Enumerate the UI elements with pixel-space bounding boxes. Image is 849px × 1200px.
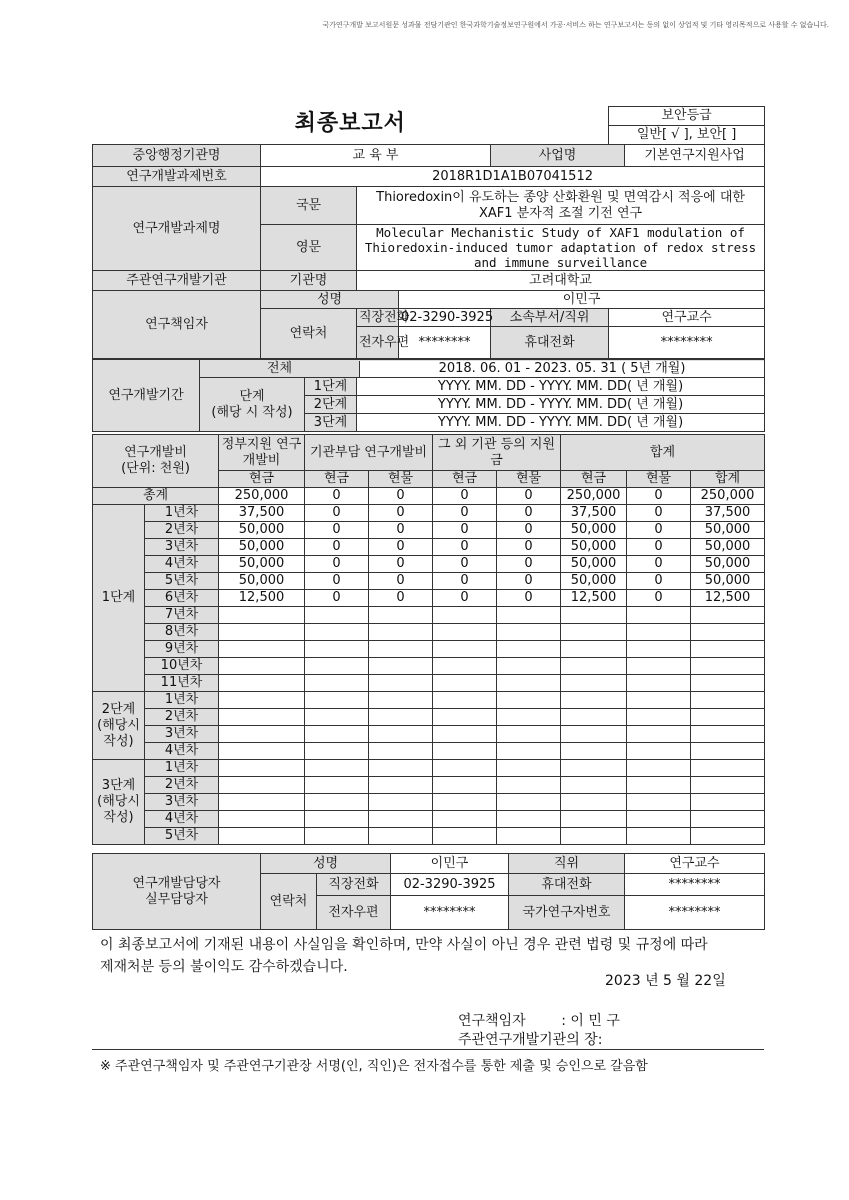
staff-phone-label: 직장전화 — [317, 874, 391, 896]
budget-cell — [305, 828, 369, 845]
budget-cell — [219, 828, 305, 845]
budget-cell — [219, 692, 305, 709]
col-other-cash: 현금 — [433, 471, 497, 488]
budget-cell — [627, 675, 691, 692]
institution-name-label: 기관명 — [261, 271, 357, 291]
col-sum-inkind: 현물 — [627, 471, 691, 488]
report-date: 2023 년 5 월 22일 — [605, 973, 726, 989]
budget-cell: 50,000 — [219, 522, 305, 539]
period-label: 연구개발기간 — [93, 360, 200, 432]
period-total-label: 전체 — [200, 361, 360, 377]
staff-contact-label: 연락처 — [261, 874, 317, 930]
budget-cell — [219, 624, 305, 641]
budget-cell — [627, 607, 691, 624]
budget-cell — [691, 743, 765, 760]
budget-cell: 0 — [627, 556, 691, 573]
budget-cell — [219, 811, 305, 828]
budget-stage1-label: 1단계 — [93, 505, 145, 692]
budget-cell — [497, 743, 561, 760]
pi-phone-value: 02-3290-3925 — [399, 309, 491, 327]
budget-cell — [433, 658, 497, 675]
budget-year-label: 2년차 — [145, 709, 219, 726]
budget-cell: 0 — [497, 539, 561, 556]
budget-cell — [305, 692, 369, 709]
budget-cell — [561, 760, 627, 777]
budget-cell — [627, 709, 691, 726]
pi-phone-label: 직장전화 — [357, 309, 399, 327]
budget-cell — [561, 811, 627, 828]
budget-cell: 0 — [497, 505, 561, 522]
budget-cell — [433, 641, 497, 658]
budget-cell — [561, 777, 627, 794]
budget-cell — [219, 658, 305, 675]
budget-year-label: 8년차 — [145, 624, 219, 641]
budget-cell — [497, 658, 561, 675]
budget-cell — [561, 743, 627, 760]
budget-cell: 37,500 — [219, 505, 305, 522]
budget-cell — [561, 709, 627, 726]
budget-cell: 0 — [497, 590, 561, 607]
budget-cell: 0 — [627, 505, 691, 522]
budget-cell — [219, 794, 305, 811]
budget-cell — [497, 726, 561, 743]
budget-total-cell: 0 — [433, 488, 497, 505]
budget-cell — [691, 794, 765, 811]
security-value: 일반[ √ ], 보안[ ] — [609, 126, 765, 145]
budget-cell — [219, 726, 305, 743]
budget-cell: 0 — [433, 556, 497, 573]
budget-year-label: 2년차 — [145, 777, 219, 794]
staff-researcher-no-value: ******** — [625, 896, 765, 930]
budget-cell: 0 — [305, 590, 369, 607]
staff-phone-value: 02-3290-3925 — [391, 874, 509, 896]
period-stage1-label: 1단계 — [305, 378, 357, 396]
period-stage1-value: YYYY. MM. DD - YYYY. MM. DD( 년 개월) — [357, 378, 765, 396]
pi-dept-value: 연구교수 — [609, 309, 765, 327]
budget-cell: 0 — [305, 573, 369, 590]
budget-cell — [219, 675, 305, 692]
budget-cell: 50,000 — [219, 539, 305, 556]
signature-institution: 주관연구개발기관의 장: — [458, 1032, 603, 1048]
budget-cell: 0 — [627, 590, 691, 607]
budget-cell — [561, 675, 627, 692]
budget-cell — [305, 760, 369, 777]
budget-cell: 0 — [369, 505, 433, 522]
budget-cell — [369, 726, 433, 743]
budget-cell — [219, 607, 305, 624]
budget-cell — [305, 624, 369, 641]
budget-cell — [305, 709, 369, 726]
budget-year-label: 2년차 — [145, 522, 219, 539]
budget-cell — [497, 641, 561, 658]
budget-cell — [433, 777, 497, 794]
budget-cell — [561, 828, 627, 845]
budget-cell — [219, 760, 305, 777]
budget-cell: 0 — [305, 522, 369, 539]
col-sum-cash: 현금 — [561, 471, 627, 488]
budget-sum-label: 합계 — [561, 435, 765, 471]
budget-cell — [627, 726, 691, 743]
budget-cell: 50,000 — [219, 573, 305, 590]
budget-cell — [369, 794, 433, 811]
staff-email-value: ******** — [391, 896, 509, 930]
budget-cell — [497, 607, 561, 624]
budget-table — [92, 434, 765, 845]
budget-cell: 0 — [627, 573, 691, 590]
budget-cell: 0 — [305, 556, 369, 573]
budget-cell: 50,000 — [561, 522, 627, 539]
budget-year-label: 1년차 — [145, 760, 219, 777]
pi-name-label: 성명 — [261, 291, 399, 309]
budget-inst-label: 기관부담 연구개발비 — [305, 435, 433, 471]
col-inst-inkind: 현물 — [369, 471, 433, 488]
budget-stage2-label: 2단계 (해당시 작성) — [93, 692, 145, 760]
budget-cell — [497, 760, 561, 777]
budget-cell — [497, 675, 561, 692]
budget-year-label: 6년차 — [145, 590, 219, 607]
budget-cell — [305, 675, 369, 692]
budget-cell: 0 — [369, 573, 433, 590]
budget-cell — [305, 658, 369, 675]
agency-value: 교 육 부 — [261, 145, 491, 167]
budget-cell: 0 — [627, 522, 691, 539]
budget-cell — [369, 641, 433, 658]
budget-cell — [691, 658, 765, 675]
budget-cell — [691, 641, 765, 658]
budget-year-label: 1년차 — [145, 692, 219, 709]
budget-cell — [691, 607, 765, 624]
budget-cell — [433, 692, 497, 709]
budget-cell: 50,000 — [691, 539, 765, 556]
budget-cell — [305, 777, 369, 794]
budget-cell — [433, 743, 497, 760]
budget-cell — [305, 641, 369, 658]
budget-cell — [497, 624, 561, 641]
signature-pi: 연구책임자 : 이 민 구 — [458, 1013, 620, 1029]
staff-pos-value: 연구교수 — [625, 854, 765, 874]
budget-total-cell: 0 — [497, 488, 561, 505]
budget-cell — [433, 828, 497, 845]
budget-cell — [691, 709, 765, 726]
budget-cell — [691, 811, 765, 828]
budget-cell: 0 — [369, 522, 433, 539]
budget-cell — [369, 607, 433, 624]
budget-total-label: 총계 — [93, 488, 219, 505]
budget-cell: 0 — [497, 556, 561, 573]
budget-cell: 50,000 — [561, 556, 627, 573]
staff-table — [92, 853, 765, 930]
budget-cell: 0 — [433, 590, 497, 607]
budget-cell — [433, 726, 497, 743]
col-inst-cash: 현금 — [305, 471, 369, 488]
budget-cell — [305, 811, 369, 828]
budget-cell: 0 — [305, 539, 369, 556]
budget-cell — [561, 726, 627, 743]
budget-cell — [561, 794, 627, 811]
budget-cell — [691, 692, 765, 709]
budget-cell — [497, 811, 561, 828]
col-sum-total: 합계 — [691, 471, 765, 488]
security-label: 보안등급 — [609, 107, 765, 126]
budget-cell — [219, 709, 305, 726]
budget-cell: 0 — [369, 590, 433, 607]
budget-cell — [497, 794, 561, 811]
project-name-en-label: 영문 — [261, 225, 357, 271]
budget-cell — [219, 641, 305, 658]
budget-cell: 50,000 — [561, 573, 627, 590]
pi-mobile-value: ******** — [609, 327, 765, 359]
budget-total-cell: 250,000 — [561, 488, 627, 505]
budget-cell: 0 — [433, 522, 497, 539]
budget-cell — [305, 794, 369, 811]
period-stage2-label: 2단계 — [305, 396, 357, 414]
budget-cell — [433, 675, 497, 692]
pi-dept-label: 소속부서/직위 — [491, 309, 609, 327]
footer-divider — [92, 1049, 764, 1050]
budget-other-label: 그 외 기관 등의 지원금 — [433, 435, 561, 471]
budget-cell — [497, 709, 561, 726]
budget-cell: 12,500 — [561, 590, 627, 607]
budget-cell — [561, 624, 627, 641]
budget-cell — [691, 624, 765, 641]
budget-year-label: 3년차 — [145, 539, 219, 556]
report-title: 최종보고서 — [294, 110, 406, 136]
budget-body — [93, 488, 765, 845]
budget-cell: 12,500 — [691, 590, 765, 607]
budget-cell — [627, 828, 691, 845]
budget-cell — [497, 828, 561, 845]
budget-cell: 0 — [497, 573, 561, 590]
budget-cell — [369, 624, 433, 641]
budget-cell — [627, 794, 691, 811]
staff-pos-label: 직위 — [509, 854, 625, 874]
program-label: 사업명 — [491, 145, 625, 167]
budget-cell — [305, 607, 369, 624]
period-stage-label-cell — [200, 378, 305, 432]
budget-cell — [561, 607, 627, 624]
budget-cell: 50,000 — [561, 539, 627, 556]
budget-cell: 0 — [369, 539, 433, 556]
budget-year-label: 3년차 — [145, 794, 219, 811]
budget-cell — [561, 641, 627, 658]
period-stage-note: (해당 시 작성) — [211, 404, 293, 420]
budget-year-label: 1년차 — [145, 505, 219, 522]
budget-cell: 50,000 — [691, 573, 765, 590]
budget-cell — [497, 692, 561, 709]
program-value: 기본연구지원사업 — [625, 145, 765, 167]
report-info-table — [92, 106, 765, 359]
staff-name-value: 이민구 — [391, 854, 509, 874]
pi-label: 연구책임자 — [93, 291, 261, 359]
budget-cell — [627, 743, 691, 760]
agency-label: 중앙행정기관명 — [93, 145, 261, 167]
budget-cell — [369, 777, 433, 794]
budget-total-cell: 250,000 — [691, 488, 765, 505]
budget-cell — [369, 658, 433, 675]
period-stage3-label: 3단계 — [305, 414, 357, 432]
budget-cell — [691, 675, 765, 692]
pi-email-value: ******** — [399, 327, 491, 359]
budget-stage3-label: 3단계 (해당시 작성) — [93, 760, 145, 845]
budget-cell — [627, 692, 691, 709]
pi-contact-label: 연락처 — [261, 309, 357, 359]
budget-cell — [433, 794, 497, 811]
pi-email-label: 전자우편 — [357, 327, 399, 359]
budget-cell: 37,500 — [561, 505, 627, 522]
project-no-label: 연구개발과제번호 — [93, 167, 261, 187]
budget-cell: 0 — [433, 573, 497, 590]
period-total-row — [200, 360, 765, 378]
budget-label-cell — [93, 435, 219, 488]
budget-cell — [627, 658, 691, 675]
budget-cell — [433, 811, 497, 828]
budget-cell — [433, 624, 497, 641]
budget-cell — [219, 743, 305, 760]
project-name-kr-label: 국문 — [261, 187, 357, 225]
staff-label: 연구개발담당자 실무담당자 — [93, 854, 261, 930]
budget-cell — [627, 624, 691, 641]
budget-cell — [433, 709, 497, 726]
budget-cell — [369, 811, 433, 828]
usage-notice: 국가연구개발 보고서원문 성과물 전담기관인 한국과학기술정보연구원에서 가공·서비스 하는 연구보고서는 동의 없이 상업적 및 기타 영리목적으로 사용할 수 없습니다. — [322, 21, 829, 29]
pi-mobile-label: 휴대전화 — [491, 327, 609, 359]
budget-cell — [627, 760, 691, 777]
budget-year-label: 9년차 — [145, 641, 219, 658]
budget-year-label: 5년차 — [145, 573, 219, 590]
budget-total-cell: 0 — [305, 488, 369, 505]
report-title-cell — [93, 107, 609, 145]
budget-year-label: 5년차 — [145, 828, 219, 845]
budget-cell — [369, 760, 433, 777]
period-table — [92, 359, 765, 432]
budget-cell — [305, 743, 369, 760]
budget-unit: (단위: 천원) — [121, 461, 190, 476]
budget-gov-label: 정부지원 연구개발비 — [219, 435, 305, 471]
pi-name-value: 이민구 — [399, 291, 765, 309]
budget-year-label: 3년차 — [145, 726, 219, 743]
budget-cell — [627, 811, 691, 828]
declaration-text: 이 최종보고서에 기재된 내용이 사실임을 확인하며, 만약 사실이 아닌 경우 관련 법령 및 규정에 따라 제재처분 등의 불이익도 감수하겠습니다. — [100, 937, 708, 975]
budget-cell — [497, 777, 561, 794]
budget-year-label: 4년차 — [145, 556, 219, 573]
budget-cell — [561, 658, 627, 675]
budget-cell — [691, 760, 765, 777]
budget-year-label: 7년차 — [145, 607, 219, 624]
budget-cell: 0 — [433, 505, 497, 522]
budget-cell: 50,000 — [691, 556, 765, 573]
budget-cell: 0 — [305, 505, 369, 522]
budget-cell — [369, 709, 433, 726]
budget-year-label: 4년차 — [145, 743, 219, 760]
budget-cell: 0 — [627, 539, 691, 556]
staff-mobile-label: 휴대전화 — [509, 874, 625, 896]
budget-cell: 0 — [497, 522, 561, 539]
budget-total-cell: 0 — [627, 488, 691, 505]
budget-cell: 50,000 — [691, 522, 765, 539]
budget-cell — [433, 760, 497, 777]
col-other-inkind: 현물 — [497, 471, 561, 488]
staff-name-label: 성명 — [261, 854, 391, 874]
budget-year-label: 10년차 — [145, 658, 219, 675]
budget-total-cell: 0 — [369, 488, 433, 505]
budget-cell — [691, 726, 765, 743]
footnote: ※ 주관연구책임자 및 주관연구기관장 서명(인, 직인)은 전자접수를 통한 제출 및 승인으로 갈음함 — [100, 1059, 648, 1074]
budget-cell — [369, 675, 433, 692]
period-total-value: 2018. 06. 01 - 2023. 05. 31 ( 5년 개월) — [360, 361, 765, 377]
budget-cell — [627, 777, 691, 794]
period-stage-label: 단계 — [239, 388, 265, 404]
institution-name-value: 고려대학교 — [357, 271, 765, 291]
budget-total-cell: 250,000 — [219, 488, 305, 505]
budget-year-label: 11년차 — [145, 675, 219, 692]
project-name-en-value: Molecular Mechanistic Study of XAF1 modulation of Thioredoxin-induced tumor adaptation of redox stress and immune surveillance — [357, 225, 765, 271]
budget-cell: 37,500 — [691, 505, 765, 522]
budget-cell: 0 — [369, 556, 433, 573]
budget-label: 연구개발비 — [124, 445, 187, 460]
budget-cell: 50,000 — [219, 556, 305, 573]
budget-cell — [627, 641, 691, 658]
staff-researcher-no-label: 국가연구자번호 — [509, 896, 625, 930]
institution-label: 주관연구개발기관 — [93, 271, 261, 291]
period-stage2-value: YYYY. MM. DD - YYYY. MM. DD( 년 개월) — [357, 396, 765, 414]
budget-cell — [369, 743, 433, 760]
project-name-kr-value: Thioredoxin이 유도하는 종양 산화환원 및 면역감시 적응에 대한 XAF1 분자적 조절 기전 연구 — [357, 187, 765, 225]
budget-cell: 0 — [433, 539, 497, 556]
col-gov-cash: 현금 — [219, 471, 305, 488]
budget-year-label: 4년차 — [145, 811, 219, 828]
budget-cell — [219, 777, 305, 794]
project-no-value: 2018R1D1A1B07041512 — [261, 167, 765, 187]
staff-mobile-value: ******** — [625, 874, 765, 896]
budget-cell — [691, 777, 765, 794]
budget-cell — [305, 726, 369, 743]
budget-cell — [369, 692, 433, 709]
budget-cell: 12,500 — [219, 590, 305, 607]
staff-email-label: 전자우편 — [317, 896, 391, 930]
budget-cell — [561, 692, 627, 709]
budget-cell — [691, 828, 765, 845]
budget-cell — [433, 607, 497, 624]
project-name-label: 연구개발과제명 — [93, 187, 261, 271]
period-stage3-value: YYYY. MM. DD - YYYY. MM. DD( 년 개월) — [357, 414, 765, 432]
budget-cell — [369, 828, 433, 845]
